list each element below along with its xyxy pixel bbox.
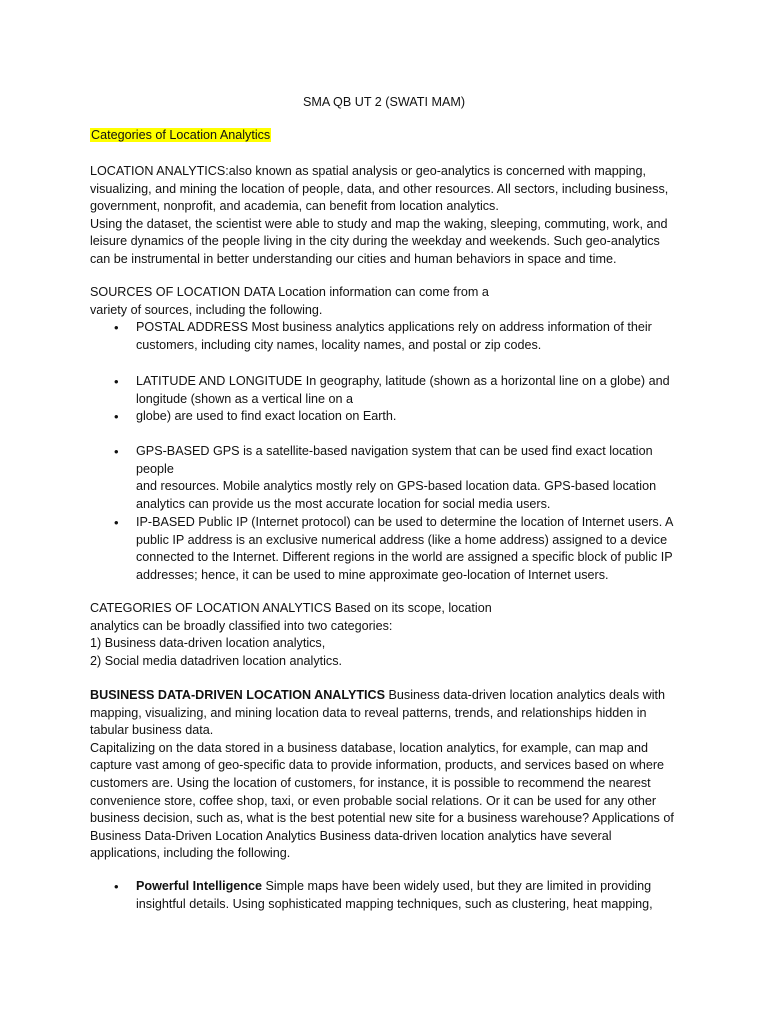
categories-line: analytics can be broadly classified into two categories:: [90, 618, 393, 633]
business-line: applications, including the following.: [90, 846, 291, 861]
list-item-gps-based: • GPS-BASED GPS is a satellite-based navigation system that can be used find exact location people and resources. Mobile analytics mostly rely on GPS-based location data. GPS-based location analytics can provide us the most accurate location for social media users.: [90, 443, 680, 513]
powerful-intelligence-heading: Powerful Intelligence: [136, 879, 262, 893]
intro-line: LOCATION ANALYTICS:also known as spatial analysis or geo-analytics is concerned with mapping,: [90, 164, 647, 178]
categories-line: CATEGORIES OF LOCATION ANALYTICS Based on its scope, location: [90, 601, 492, 615]
business-paragraph: [90, 687, 680, 863]
sources-list: [90, 319, 680, 354]
categories-line: 2) Social media datadriven location analytics.: [90, 653, 343, 668]
categories-line: 1) Business data-driven location analytics,: [90, 636, 326, 651]
business-line: tabular business data.: [90, 723, 214, 738]
intro-line: Using the dataset, the scientist were able to study and map the waking, sleeping, commuting, work, and: [90, 216, 668, 231]
sources-line: SOURCES OF LOCATION DATA Location information can come from a: [90, 285, 489, 299]
business-line: capture vast among of geo-specific data to provide information, products, and services based on where: [90, 758, 665, 773]
business-line-first: BUSINESS DATA-DRIVEN LOCATION ANALYTICS Business data-driven location analytics deals with: [90, 688, 666, 702]
business-line: Capitalizing on the data stored in a business database, location analytics, for example, can map and: [90, 740, 648, 755]
list-item-ip-based: • IP-BASED Public IP (Internet protocol) can be used to determine the location of Internet users. A public IP address is an exclusive numerical address (like a home address) assigned to a device connected to the Internet. Different regions in the world are assigned a specific block of public IP addresses; hence, it can be used to mine approximate geo-location of Internet users.: [90, 514, 680, 584]
intro-line: government, nonprofit, and academia, can benefit from location analytics.: [90, 199, 499, 214]
document-title: SMA QB UT 2 (SWATI MAM): [302, 95, 466, 109]
sources-list: [90, 443, 680, 513]
business-line: convenience store, coffee shop, taxi, or even probable social relations. Or it can be used for any other: [90, 793, 657, 808]
business-line: mapping, visualizing, and mining location data to reveal patterns, trends, and relationships hidden in: [90, 705, 647, 720]
business-line: business decision, such as, what is the best potential new site for a business warehouse? Applications of: [90, 811, 674, 826]
highlighted-heading: [90, 127, 271, 145]
list-item-latitude-longitude: • LATITUDE AND LONGITUDE In geography, latitude (shown as a horizontal line on a globe) and longitude (shown as a vertical line on a: [90, 373, 680, 408]
sources-list: [90, 373, 680, 426]
business-heading: BUSINESS DATA-DRIVEN LOCATION ANALYTICS: [90, 688, 386, 702]
sources-line: variety of sources, including the following.: [90, 302, 323, 317]
business-line: Business Data-Driven Location Analytics Business data-driven location analytics have several: [90, 828, 612, 843]
sources-paragraph: [90, 284, 680, 319]
highlighted-heading-text: Categories of Location Analytics: [91, 128, 271, 142]
business-line: customers are. Using the location of customers, for instance, it is possible to recommend the nearest: [90, 775, 651, 790]
list-item-powerful-intelligence: • Powerful Intelligence Simple maps have been widely used, but they are limited in providing insightful details. Using sophisticated mapping techniques, such as clustering, heat mapping,: [90, 878, 680, 913]
categories-paragraph: [90, 600, 680, 670]
intro-line: leisure dynamics of the people living in the city during the weekday and weekends. Such geo-analytics: [90, 234, 660, 249]
applications-list: [90, 878, 680, 913]
list-item-postal-address: • POSTAL ADDRESS Most business analytics applications rely on address information of their customers, including city names, locality names, and postal or zip codes.: [90, 319, 680, 354]
list-item-globe: • globe) are used to find exact location on Earth.: [90, 408, 680, 426]
intro-paragraph: [90, 163, 680, 269]
intro-line: visualizing, and mining the location of people, data, and other resources. All sectors, including business,: [90, 181, 669, 196]
intro-line: can be instrumental in better understanding our cities and human behaviors in space and time.: [90, 251, 617, 266]
sources-list: [90, 514, 680, 584]
